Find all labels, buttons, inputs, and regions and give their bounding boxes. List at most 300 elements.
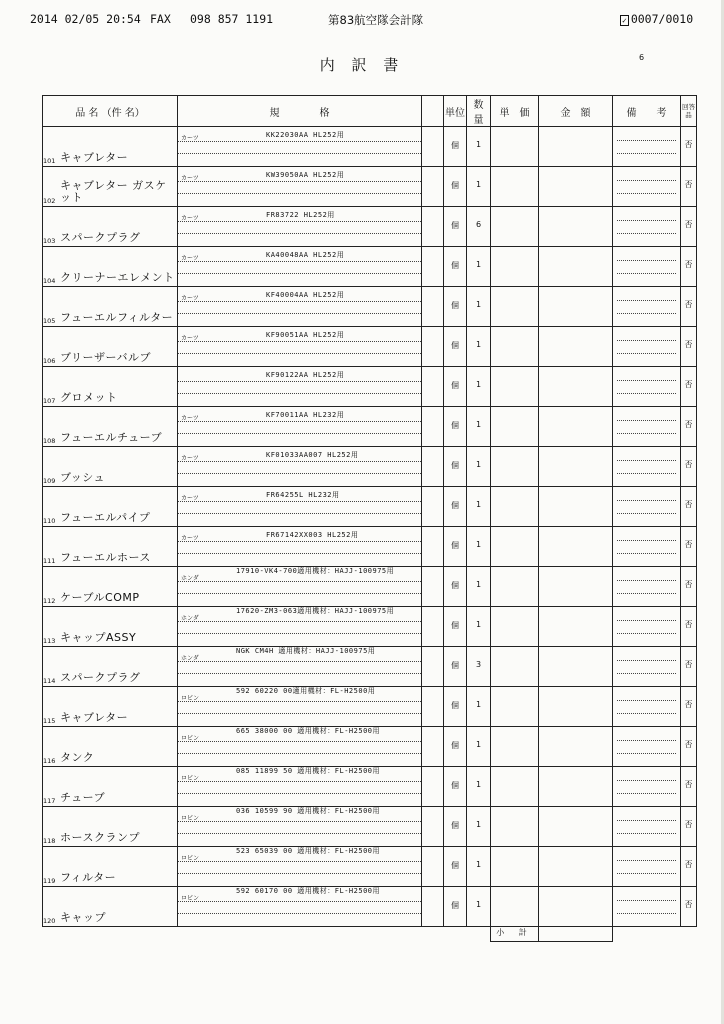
unit-price-cell[interactable] — [491, 687, 539, 727]
item-name: ブッシュ — [60, 471, 106, 484]
remarks-cell[interactable] — [613, 767, 681, 807]
subtotal-row — [43, 927, 697, 942]
dotted-line — [178, 421, 421, 422]
reply-value: 否 — [684, 500, 693, 509]
unit-price-cell[interactable] — [491, 767, 539, 807]
unit-cell — [444, 447, 467, 487]
unit-cell — [444, 847, 467, 887]
remarks-cell[interactable] — [613, 727, 681, 767]
table-row — [43, 407, 697, 447]
dotted-line — [178, 181, 421, 182]
quantity: 1 — [475, 420, 482, 429]
unit: 個 — [451, 421, 459, 430]
qty-cell — [467, 527, 491, 567]
dotted-line — [617, 353, 676, 354]
spec-cell — [178, 647, 422, 687]
maker: カーツ — [181, 455, 199, 462]
unit-cell — [444, 527, 467, 567]
table-row — [43, 327, 697, 367]
dotted-line — [178, 821, 421, 822]
spec-cell — [178, 167, 422, 207]
quantity: 3 — [475, 660, 482, 669]
dotted-line — [178, 341, 421, 342]
unit: 個 — [451, 141, 459, 150]
small-cell — [422, 607, 444, 647]
unit-price-cell[interactable] — [491, 567, 539, 607]
unit-price-cell[interactable] — [491, 447, 539, 487]
reply-cell — [681, 727, 697, 767]
item-name: ブリーザーバルブ — [60, 351, 152, 364]
header-qty: 数 量 — [467, 96, 491, 127]
dotted-line — [178, 793, 421, 794]
amount-cell[interactable] — [539, 367, 613, 407]
dotted-line — [178, 261, 421, 262]
dotted-line — [178, 141, 421, 142]
amount-cell[interactable] — [539, 567, 613, 607]
qty-cell — [467, 807, 491, 847]
spec-cell — [178, 847, 422, 887]
document-title: 内 訳 書 — [319, 56, 405, 74]
unit-price-cell[interactable] — [491, 327, 539, 367]
remarks-cell[interactable] — [613, 687, 681, 727]
spec-cell — [178, 207, 422, 247]
dotted-line — [178, 553, 421, 554]
item-name-cell — [43, 127, 178, 167]
model-number: 665 38000 00 適用機材：FL-H2500用 — [236, 727, 381, 735]
dotted-line — [178, 221, 421, 222]
maker: ロビン — [181, 695, 200, 702]
remarks-cell[interactable] — [613, 887, 681, 927]
dotted-line — [178, 713, 421, 714]
quantity: 1 — [475, 580, 482, 589]
item-name-cell — [43, 727, 178, 767]
unit: 個 — [451, 501, 459, 510]
remarks-cell[interactable] — [613, 287, 681, 327]
dotted-line — [617, 220, 676, 221]
item-name-cell — [43, 567, 178, 607]
reply-value: 否 — [684, 340, 693, 349]
header-reply: 回答品 — [681, 96, 697, 127]
quantity: 1 — [475, 380, 482, 389]
fax-number: 098 857 1191 — [190, 12, 274, 26]
reply-cell — [681, 807, 697, 847]
remarks-cell[interactable] — [613, 527, 681, 567]
spec-cell — [178, 607, 422, 647]
item-name-cell — [43, 767, 178, 807]
amount-cell[interactable] — [539, 287, 613, 327]
reply-value: 否 — [684, 900, 693, 909]
unit-price-cell[interactable] — [491, 367, 539, 407]
item-name-cell — [43, 167, 178, 207]
dotted-line — [178, 621, 421, 622]
item-name-cell — [43, 367, 178, 407]
reply-value: 否 — [684, 620, 693, 629]
unit-price-cell[interactable] — [491, 407, 539, 447]
amount-cell[interactable] — [539, 767, 613, 807]
item-number: 120 — [43, 917, 56, 925]
amount-cell[interactable] — [539, 127, 613, 167]
qty-cell — [467, 207, 491, 247]
table-header-row — [43, 96, 697, 127]
amount-cell[interactable] — [539, 327, 613, 367]
item-number: 104 — [43, 277, 56, 285]
reply-cell — [681, 847, 697, 887]
table-row — [43, 127, 697, 167]
spec-cell — [178, 287, 422, 327]
remarks-cell[interactable] — [613, 407, 681, 447]
unit-price-cell[interactable] — [491, 207, 539, 247]
dotted-line — [178, 701, 421, 702]
remarks-cell[interactable] — [613, 647, 681, 687]
maker: ロビン — [181, 815, 200, 822]
model-number: 17620-ZM3-063適用機材：HAJJ-100975用 — [236, 607, 395, 615]
reply-cell — [681, 167, 697, 207]
amount-cell[interactable] — [539, 727, 613, 767]
amount-cell[interactable] — [539, 807, 613, 847]
model-number: 592 60220 00適用機材：FL-H2500用 — [236, 687, 376, 695]
dotted-line — [178, 753, 421, 754]
spec-cell — [178, 407, 422, 447]
model-number: KF70011AA HL232用 — [266, 411, 345, 419]
amount-cell[interactable] — [539, 447, 613, 487]
unit-price-cell[interactable] — [491, 607, 539, 647]
maker: カーツ — [181, 255, 199, 262]
reply-value: 否 — [684, 860, 693, 869]
small-cell — [422, 567, 444, 607]
dotted-line — [617, 540, 676, 541]
dotted-line — [178, 593, 421, 594]
fax-header — [0, 12, 724, 28]
reply-value: 否 — [684, 260, 693, 269]
remarks-cell[interactable] — [613, 247, 681, 287]
dotted-line — [617, 513, 676, 514]
amount-cell[interactable] — [539, 247, 613, 287]
item-name: ホースクランプ — [60, 831, 140, 844]
spec-cell — [178, 567, 422, 607]
amount-cell[interactable] — [539, 527, 613, 567]
model-number: KF40004AA HL252用 — [266, 291, 345, 299]
item-number: 106 — [43, 357, 56, 365]
quantity: 1 — [475, 620, 482, 629]
dotted-line — [178, 741, 421, 742]
dotted-line — [178, 193, 421, 194]
spec-cell — [178, 527, 422, 567]
remarks-cell[interactable] — [613, 367, 681, 407]
unit-price-cell[interactable] — [491, 727, 539, 767]
dotted-line — [178, 913, 421, 914]
reply-cell — [681, 567, 697, 607]
table-row — [43, 647, 697, 687]
unit-cell — [444, 767, 467, 807]
dotted-line — [617, 793, 676, 794]
reply-cell — [681, 367, 697, 407]
unit-cell — [444, 327, 467, 367]
qty-cell — [467, 367, 491, 407]
item-name: キャブレター — [60, 151, 129, 164]
unit-price-cell[interactable] — [491, 127, 539, 167]
dotted-line — [178, 673, 421, 674]
item-name: キャブレター — [60, 711, 129, 724]
qty-cell — [467, 487, 491, 527]
dotted-line — [178, 833, 421, 834]
unit-cell — [444, 247, 467, 287]
quantity: 1 — [475, 780, 482, 789]
dotted-line — [178, 433, 421, 434]
unit-price-cell[interactable] — [491, 647, 539, 687]
item-name-cell — [43, 447, 178, 487]
remarks-cell[interactable] — [613, 807, 681, 847]
qty-cell — [467, 847, 491, 887]
remarks-cell[interactable] — [613, 207, 681, 247]
amount-cell[interactable] — [539, 607, 613, 647]
dotted-line — [178, 381, 421, 382]
item-number: 112 — [43, 597, 56, 605]
unit: 個 — [451, 541, 459, 550]
subtotal-label: 小 計 — [491, 927, 539, 942]
amount-cell[interactable] — [539, 647, 613, 687]
qty-cell — [467, 407, 491, 447]
remarks-cell[interactable] — [613, 167, 681, 207]
fax-page-count: 0007/0010 — [630, 12, 694, 26]
reply-value: 否 — [684, 140, 693, 149]
unit-cell — [444, 567, 467, 607]
qty-cell — [467, 167, 491, 207]
remarks-cell[interactable] — [613, 487, 681, 527]
dotted-line — [178, 901, 421, 902]
model-number: 523 65039 00 適用機材：FL-H2500用 — [236, 847, 381, 855]
unit: 個 — [451, 341, 459, 350]
item-name-cell — [43, 607, 178, 647]
unit: 個 — [451, 901, 459, 910]
unit-cell — [444, 607, 467, 647]
quantity: 1 — [475, 860, 482, 869]
amount-cell[interactable] — [539, 407, 613, 447]
qty-cell — [467, 447, 491, 487]
small-cell — [422, 647, 444, 687]
dotted-line — [178, 513, 421, 514]
amount-cell[interactable] — [539, 847, 613, 887]
item-number: 119 — [43, 877, 56, 885]
reply-cell — [681, 887, 697, 927]
unit: 個 — [451, 661, 459, 670]
reply-cell — [681, 327, 697, 367]
unit: 個 — [451, 781, 459, 790]
qty-cell — [467, 127, 491, 167]
amount-cell[interactable] — [539, 167, 613, 207]
dotted-line — [178, 633, 421, 634]
reply-value: 否 — [684, 700, 693, 709]
unit-price-cell[interactable] — [491, 847, 539, 887]
spec-cell — [178, 447, 422, 487]
spec-cell — [178, 807, 422, 847]
item-name: フィルター — [60, 871, 117, 884]
dotted-line — [178, 473, 421, 474]
quantity: 1 — [475, 260, 482, 269]
qty-cell — [467, 767, 491, 807]
item-number: 114 — [43, 677, 56, 685]
dotted-line — [617, 593, 676, 594]
reply-value: 否 — [684, 540, 693, 549]
item-name-cell — [43, 847, 178, 887]
maker: ロビン — [181, 855, 200, 862]
reply-value: 否 — [684, 740, 693, 749]
dotted-line — [617, 713, 676, 714]
dotted-line — [178, 233, 421, 234]
model-number: FR67142XX003 HL252用 — [266, 531, 359, 539]
qty-cell — [467, 327, 491, 367]
table-row — [43, 207, 697, 247]
item-name: フューエルホース — [60, 551, 151, 564]
item-name: スパークプラグ — [60, 671, 141, 684]
amount-cell[interactable] — [539, 207, 613, 247]
item-name: チューブ — [60, 791, 106, 804]
remarks-cell[interactable] — [613, 607, 681, 647]
dotted-line — [617, 833, 676, 834]
dotted-line — [617, 313, 676, 314]
model-number: KA40048AA HL252用 — [266, 251, 345, 259]
quantity: 1 — [475, 540, 482, 549]
item-number: 107 — [43, 397, 56, 405]
dotted-line — [178, 313, 421, 314]
remarks-cell[interactable] — [613, 567, 681, 607]
dotted-line — [617, 433, 676, 434]
unit-price-cell[interactable] — [491, 887, 539, 927]
item-name-cell — [43, 207, 178, 247]
maker: ロビン — [181, 735, 200, 742]
qty-cell — [467, 887, 491, 927]
dotted-line — [178, 501, 421, 502]
unit-cell — [444, 167, 467, 207]
header-unit: 単位 — [444, 96, 467, 127]
item-number: 102 — [43, 197, 56, 205]
unit-price-cell[interactable] — [491, 807, 539, 847]
remarks-cell[interactable] — [613, 847, 681, 887]
reply-value: 否 — [684, 420, 693, 429]
fax-sender: 第83航空隊会計隊 — [328, 13, 424, 27]
spec-cell — [178, 367, 422, 407]
item-number: 103 — [43, 237, 56, 245]
dotted-line — [178, 541, 421, 542]
maker: カーツ — [181, 295, 199, 302]
unit: 個 — [451, 821, 459, 830]
maker: カーツ — [181, 215, 199, 222]
item-name-cell — [43, 527, 178, 567]
quantity: 1 — [475, 180, 482, 189]
item-name: タンク — [60, 751, 95, 764]
model-number: FR64255L HL232用 — [266, 491, 340, 499]
reply-cell — [681, 687, 697, 727]
unit-cell — [444, 367, 467, 407]
model-number: 17910-VK4-700適用機材：HAJJ-100975用 — [236, 567, 395, 575]
table-row — [43, 607, 697, 647]
reply-value: 否 — [684, 820, 693, 829]
amount-cell[interactable] — [539, 687, 613, 727]
dotted-line — [178, 273, 421, 274]
item-number: 105 — [43, 317, 56, 325]
small-cell — [422, 887, 444, 927]
model-number: 036 10599 90 適用機材：FL-H2500用 — [236, 807, 381, 815]
item-number: 118 — [43, 837, 56, 845]
reply-cell — [681, 487, 697, 527]
amount-cell[interactable] — [539, 887, 613, 927]
amount-cell[interactable] — [539, 487, 613, 527]
unit: 個 — [451, 621, 459, 630]
remarks-cell[interactable] — [613, 447, 681, 487]
table-row — [43, 287, 697, 327]
remarks-cell[interactable] — [613, 327, 681, 367]
spec-cell — [178, 487, 422, 527]
unit: 個 — [451, 701, 459, 710]
item-number: 115 — [43, 717, 56, 725]
dotted-line — [178, 301, 421, 302]
item-number: 110 — [43, 517, 56, 525]
unit-price-cell[interactable] — [491, 287, 539, 327]
dotted-line — [178, 393, 421, 394]
unit: 個 — [451, 581, 459, 590]
table-row — [43, 847, 697, 887]
item-name: フューエルパイプ — [60, 511, 151, 524]
unit-price-cell[interactable] — [491, 487, 539, 527]
item-number: 109 — [43, 477, 56, 485]
model-number: KK22030AA HL252用 — [266, 131, 345, 139]
dotted-line — [617, 913, 676, 914]
maker: カーツ — [181, 495, 199, 502]
unit-cell — [444, 487, 467, 527]
unit-price-cell[interactable] — [491, 167, 539, 207]
dotted-line — [617, 260, 676, 261]
maker: ロビン — [181, 775, 200, 782]
quantity: 1 — [475, 460, 482, 469]
item-name-cell — [43, 287, 178, 327]
quantity: 1 — [475, 820, 482, 829]
dotted-line — [617, 780, 676, 781]
qty-cell — [467, 287, 491, 327]
maker: ホンダ — [181, 655, 199, 662]
table-row — [43, 527, 697, 567]
reply-value: 否 — [684, 660, 693, 669]
dotted-line — [178, 461, 421, 462]
table-row — [43, 487, 697, 527]
unit-cell — [444, 287, 467, 327]
dotted-line — [617, 580, 676, 581]
unit: 個 — [451, 381, 459, 390]
dotted-line — [178, 781, 421, 782]
qty-cell — [467, 607, 491, 647]
item-name-cell — [43, 887, 178, 927]
unit-price-cell[interactable] — [491, 527, 539, 567]
reply-cell — [681, 207, 697, 247]
dotted-line — [617, 233, 676, 234]
model-number: KF90051AA HL252用 — [266, 331, 345, 339]
reply-cell — [681, 527, 697, 567]
model-number: NGK CM4H 適用機材：HAJJ-100975用 — [236, 647, 376, 655]
page-number: 6 — [639, 53, 645, 62]
table-row — [43, 807, 697, 847]
subtotal-amount — [539, 927, 613, 942]
header-small — [422, 96, 444, 127]
dotted-line — [178, 861, 421, 862]
remarks-cell[interactable] — [613, 127, 681, 167]
dotted-line — [617, 380, 676, 381]
small-cell — [422, 807, 444, 847]
spec-cell — [178, 687, 422, 727]
item-name: スパークプラグ — [60, 231, 141, 244]
model-number: KF90122AA HL252用 — [266, 371, 345, 379]
item-name-cell — [43, 487, 178, 527]
unit-price-cell[interactable] — [491, 247, 539, 287]
item-name-cell — [43, 687, 178, 727]
unit-cell — [444, 727, 467, 767]
